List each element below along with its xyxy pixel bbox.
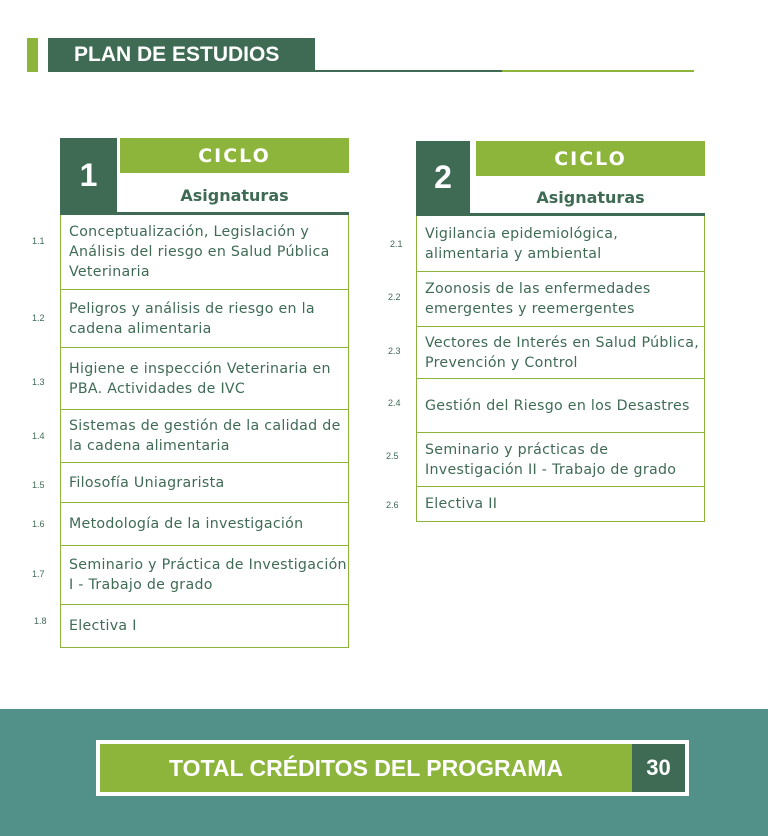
table-row xyxy=(416,216,705,272)
table-row xyxy=(60,215,349,290)
subject-name: Higiene e inspección Veterinaria en PBA. Actividades de IVC xyxy=(69,360,331,397)
table-row xyxy=(60,348,349,410)
row-number: 2.6 xyxy=(386,500,399,510)
row-number: 2.1 xyxy=(390,239,403,249)
row-number: 2.2 xyxy=(388,292,401,302)
subject-name: Electiva I xyxy=(69,618,137,634)
table-row xyxy=(60,546,349,605)
total-credits-label: TOTAL CRÉDITOS DEL PROGRAMA xyxy=(100,744,632,792)
cycle-1-subheader: Asignaturas xyxy=(180,186,289,205)
subject-name: Seminario y Práctica de Investigación I - Trabajo de grado xyxy=(69,557,347,593)
row-number: 2.5 xyxy=(386,451,399,461)
cycle-1-label: CICLO xyxy=(120,138,349,173)
subject-name: Seminario y prácticas de Investigación II - Trabajo de grado xyxy=(425,441,677,478)
cycle-2-subheader: Asignaturas xyxy=(536,188,645,207)
subject-name: Electiva II xyxy=(425,496,498,512)
row-number: 2.3 xyxy=(388,346,401,356)
cycle-2-number: 2 xyxy=(416,141,470,213)
row-number: 1.8 xyxy=(34,616,47,626)
cycle-2-label: CICLO xyxy=(476,141,705,176)
row-number: 1.6 xyxy=(32,519,45,529)
row-number: 1.1 xyxy=(32,236,45,246)
table-row xyxy=(416,433,705,487)
table-row xyxy=(416,487,705,522)
table-row xyxy=(60,410,349,463)
subject-name: Zoonosis de las enfermedades emergentes y reemergentes xyxy=(425,281,651,317)
table-row xyxy=(60,290,349,348)
subject-name: Conceptualización, Legislación y Análisis del riesgo en Salud Pública Veterinaria xyxy=(69,224,330,280)
row-number: 1.2 xyxy=(32,313,45,323)
table-row xyxy=(60,605,349,648)
row-number: 1.3 xyxy=(32,377,45,387)
header-rule-dark xyxy=(315,70,502,72)
page-title: PLAN DE ESTUDIOS xyxy=(48,38,315,72)
header-accent-bar xyxy=(27,38,38,72)
row-number: 1.4 xyxy=(32,431,45,441)
row-number: 1.7 xyxy=(32,569,45,579)
table-row xyxy=(416,272,705,327)
subject-name: Vectores de Interés en Salud Pública, Prevención y Control xyxy=(425,334,700,371)
header-rule-light xyxy=(502,70,694,72)
total-credits-value: 30 xyxy=(632,744,685,792)
subject-name: Sistemas de gestión de la calidad de la cadena alimentaria xyxy=(69,418,341,454)
subject-name: Filosofía Uniagrarista xyxy=(69,474,225,491)
table-row xyxy=(60,463,349,503)
table-row xyxy=(416,379,705,433)
table-row xyxy=(60,503,349,546)
subject-name: Vigilancia epidemiológica, alimentaria y ambiental xyxy=(425,225,619,262)
row-number: 2.4 xyxy=(388,398,401,408)
row-number: 1.5 xyxy=(32,480,45,490)
subject-name: Peligros y análisis de riesgo en la cadena alimentaria xyxy=(69,300,315,337)
cycle-1-number: 1 xyxy=(60,138,117,213)
subject-name: Gestión del Riesgo en los Desastres xyxy=(425,397,690,414)
table-row xyxy=(416,327,705,379)
subject-name: Metodología de la investigación xyxy=(69,516,304,532)
